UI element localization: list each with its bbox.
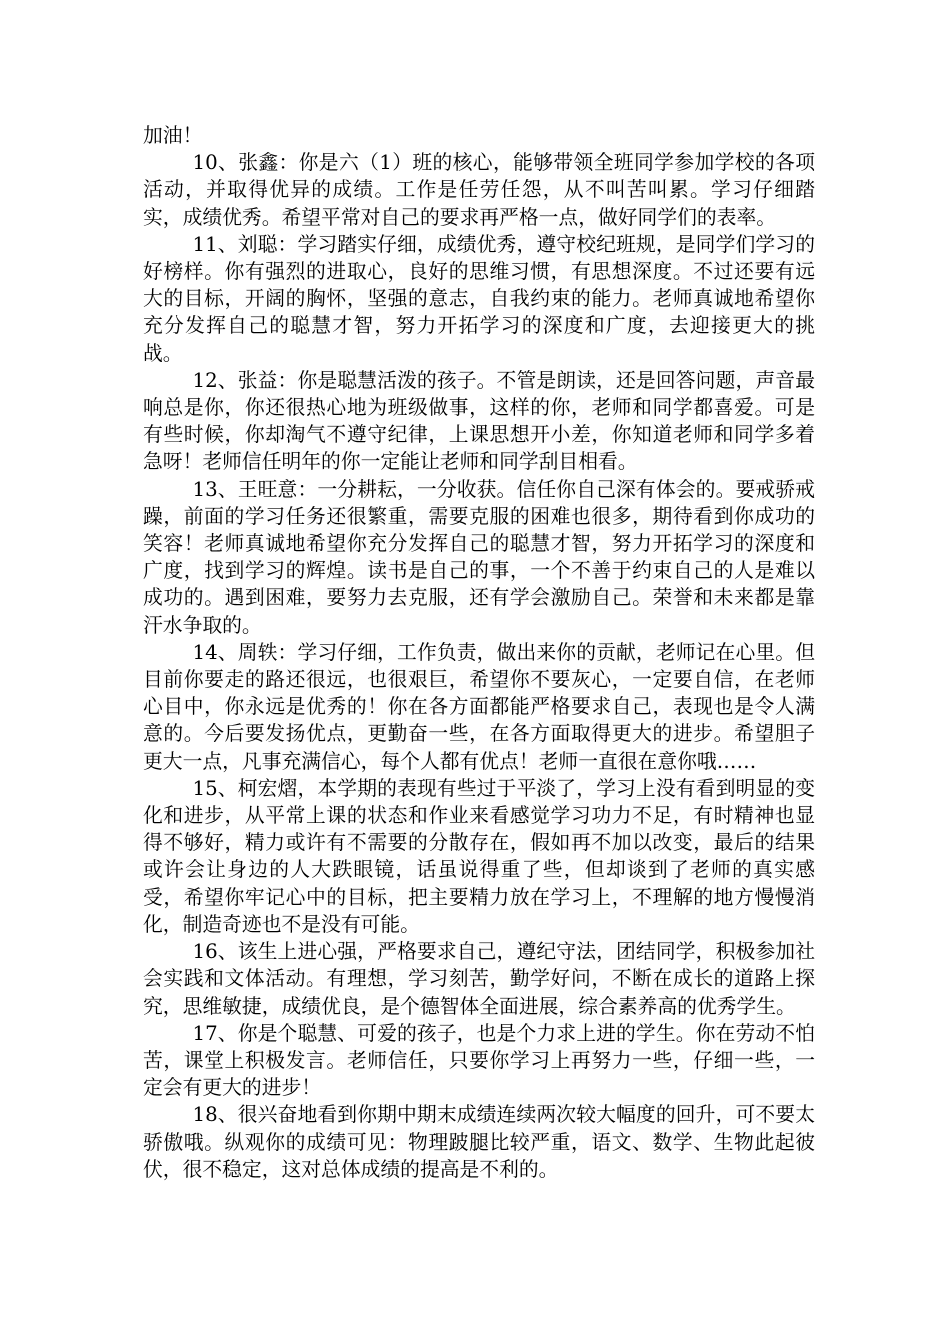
- comment-paragraph-18: 18、很兴奋地看到你期中期末成绩连续两次较大幅度的回升，可不要太骄傲哦。纵观你的成绩可见：物理跛腿比较严重，语文、数学、生物此起彼伏，很不稳定，这对总体成绩的提高是不利的。: [143, 1103, 815, 1181]
- comment-paragraph-16: 16、该生上进心强，严格要求自己，遵纪守法，团结同学，积极参加社会实践和文体活动。有理想，学习刻苦，勤学好问，不断在成长的道路上探究，思维敏捷，成绩优良，是个德智体全面进展，综合素养高的优秀学生。: [143, 940, 815, 1018]
- document-page: [143, 122, 815, 1183]
- comment-paragraph-12: 12、张益：你是聪慧活泼的孩子。不管是朗读，还是回答问题，声音最响总是你，你还很热心地为班级做事，这样的你，老师和同学都喜爱。可是有些时候，你却淘气不遵守纪律，上课思想开小差，你知道老师和同学多着急呀！老师信任明年的你一定能让老师和同学刮目相看。: [143, 368, 815, 474]
- paragraph-continuation: 加油！: [143, 124, 203, 147]
- comment-paragraph-17: 17、你是个聪慧、可爱的孩子，也是个力求上进的学生。你在劳动不怕苦，课堂上积极发言。老师信任，只要你学习上再努力一些，仔细一些，一定会有更大的进步！: [143, 1021, 815, 1100]
- comment-paragraph-14: 14、周轶：学习仔细，工作负责，做出来你的贡献，老师记在心里。但目前你要走的路还很远，也很艰巨，希望你不要灰心，一定要自信，在老师心目中，你永远是优秀的！你在各方面都能严格要求自己，表现也是令人满意的。今后要发扬优点，更勤奋一些，在各方面取得更大的进步。希望胆子更大一点，凡事充满信心，每个人都有优点！老师一直很在意你哦……: [143, 640, 815, 773]
- comment-paragraph-13: 13、王旺意：一分耕耘，一分收获。信任你自己深有体会的。要戒骄戒躁，前面的学习任务还很繁重，需要克服的困难也很多，期待看到你成功的笑容！老师真诚地希望你充分发挥自己的聪慧才智，努力开拓学习的深度和广度，找到学习的辉煌。读书是自己的事，一个不善于约束自己的人是难以成功的。遇到困难，要努力去克服，还有学会激励自己。荣誉和未来都是靠汗水争取的。: [143, 477, 815, 637]
- comment-paragraph-11: 11、刘聪：学习踏实仔细，成绩优秀，遵守校纪班规，是同学们学习的好榜样。你有强烈的进取心，良好的思维习惯，有思想深度。不过还要有远大的目标，开阔的胸怀，坚强的意志，自我约束的能力。老师真诚地希望你充分发挥自己的聪慧才智，努力开拓学习的深度和广度，去迎接更大的挑战。: [143, 232, 815, 365]
- comment-paragraph-15: 15、柯宏熠，本学期的表现有些过于平淡了，学习上没有看到明显的变化和进步，从平常上课的状态和作业来看感觉学习功力不足，有时精神也显得不够好，精力或许有不需要的分散存在，假如再不加以改变，最后的结果或许会让身边的人大跌眼镜，话虽说得重了些，但却谈到了老师的真实感受，希望你牢记心中的目标，把主要精力放在学习上，不理解的地方慢慢消化，制造奇迹也不是没有可能。: [143, 776, 815, 936]
- comment-paragraph-10: 10、张鑫：你是六（1）班的核心，能够带领全班同学参加学校的各项活动，并取得优异的成绩。工作是任劳任怨，从不叫苦叫累。学习仔细踏实，成绩优秀。希望平常对自己的要求再严格一点，做好同学们的表率。: [143, 151, 815, 229]
